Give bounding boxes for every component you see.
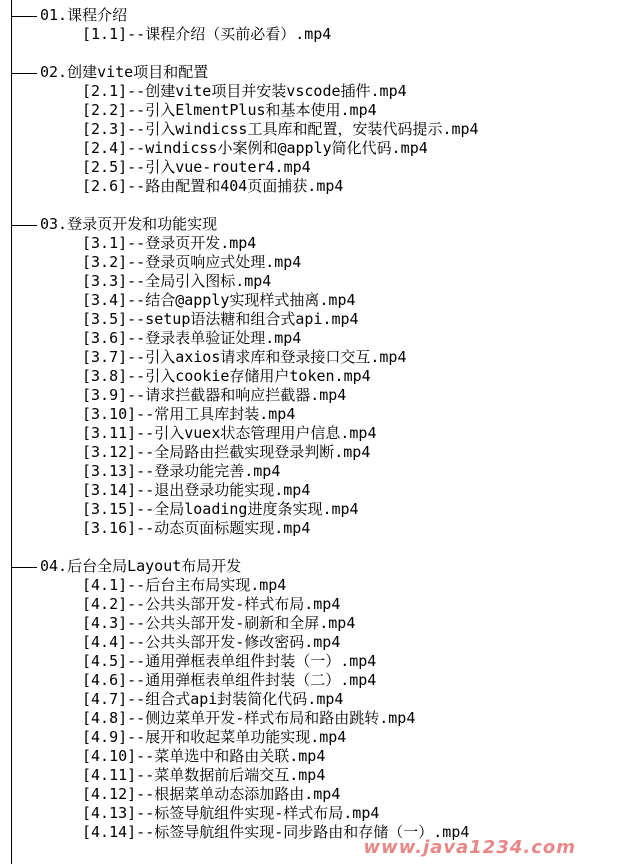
file-item: [3.2]--登录页响应式处理.mp4 — [82, 253, 302, 271]
file-item: [3.12]--全局路由拦截实现登录判断.mp4 — [82, 443, 371, 461]
folder-title: 02.创建vite项目和配置 — [0, 63, 628, 82]
file-item: [1.1]--课程介绍（买前必看）.mp4 — [82, 25, 332, 43]
folder-section — [0, 557, 628, 842]
file-item: [4.6]--通用弹框表单组件封装（二）.mp4 — [82, 671, 377, 689]
file-item: [3.7]--引入axios请求库和登录接口交互.mp4 — [82, 348, 407, 366]
file-item: [4.5]--通用弹框表单组件封装（一）.mp4 — [82, 652, 377, 670]
file-item: [2.1]--创建vite项目并安装vscode插件.mp4 — [82, 82, 407, 100]
file-item: [4.2]--公共头部开发-样式布局.mp4 — [82, 595, 341, 613]
file-item: [4.11]--菜单数据前后端交互.mp4 — [82, 766, 326, 784]
file-item: [2.4]--windicss小案例和@apply简化代码.mp4 — [82, 139, 428, 157]
file-item: [3.6]--登录表单验证处理.mp4 — [82, 329, 302, 347]
file-tree — [0, 6, 628, 861]
folder-title: 03.登录页开发和功能实现 — [0, 215, 628, 234]
file-item: [4.14]--标签导航组件实现-同步路由和存储（一）.mp4 — [82, 823, 470, 841]
file-item: [3.9]--请求拦截器和响应拦截器.mp4 — [82, 386, 347, 404]
file-item: [3.11]--引入vuex状态管理用户信息.mp4 — [82, 424, 377, 442]
file-item: [4.8]--侧边菜单开发-样式布局和路由跳转.mp4 — [82, 709, 416, 727]
file-item: [3.14]--退出登录功能实现.mp4 — [82, 481, 311, 499]
folder-title: 04.后台全局Layout布局开发 — [0, 557, 628, 576]
file-item: [4.7]--组合式api封装简化代码.mp4 — [82, 690, 344, 708]
folder-section — [0, 215, 628, 538]
file-item: [3.8]--引入cookie存储用户token.mp4 — [82, 367, 371, 385]
folder-section — [0, 6, 628, 44]
file-item: [3.5]--setup语法糖和组合式api.mp4 — [82, 310, 359, 328]
file-item: [4.3]--公共头部开发-刷新和全屏.mp4 — [82, 614, 356, 632]
file-item: [3.13]--登录功能完善.mp4 — [82, 462, 281, 480]
file-item: [2.3]--引入windicss工具库和配置，安装代码提示.mp4 — [82, 120, 479, 138]
file-item: [4.9]--展开和收起菜单功能实现.mp4 — [82, 728, 347, 746]
file-item: [2.5]--引入vue-router4.mp4 — [82, 158, 311, 176]
file-item: [4.13]--标签导航组件实现-样式布局.mp4 — [82, 804, 380, 822]
file-item: [3.16]--动态页面标题实现.mp4 — [82, 519, 311, 537]
file-item: [2.6]--路由配置和404页面捕获.mp4 — [82, 177, 344, 195]
file-item: [3.1]--登录页开发.mp4 — [82, 234, 257, 252]
file-item: [3.4]--结合@apply实现样式抽离.mp4 — [82, 291, 356, 309]
watermark: www.java1234.com — [363, 837, 576, 858]
folder-section — [0, 63, 628, 196]
file-item: [3.3]--全局引入图标.mp4 — [82, 272, 272, 290]
file-item: [4.4]--公共头部开发-修改密码.mp4 — [82, 633, 341, 651]
file-item: [3.10]--常用工具库封装.mp4 — [82, 405, 296, 423]
file-item: [2.2]--引入ElmentPlus和基本使用.mp4 — [82, 101, 377, 119]
file-item: [3.15]--全局loading进度条实现.mp4 — [82, 500, 359, 518]
folder-title: 01.课程介绍 — [0, 6, 628, 25]
file-item: [4.10]--菜单选中和路由关联.mp4 — [82, 747, 326, 765]
file-item: [4.1]--后台主布局实现.mp4 — [82, 576, 287, 594]
file-item: [4.12]--根据菜单动态添加路由.mp4 — [82, 785, 341, 803]
